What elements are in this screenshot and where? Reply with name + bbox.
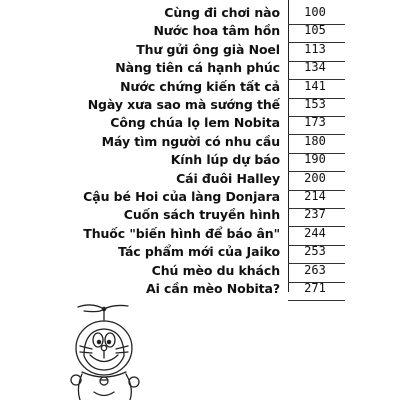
toc-entry-underline [288, 300, 345, 301]
toc-entry-page-number: 244 [304, 225, 326, 240]
toc-entry-title: Ngày xưa sao mà sướng thế [87, 97, 280, 112]
toc-entry-title: Kính lúp dự báo [170, 152, 280, 168]
toc-entry-title: Cậu bé Hoi của làng Donjara [83, 189, 280, 204]
toc-entry-title: Cùng đi chơi nào [164, 5, 280, 20]
toc-entry-page-number: 237 [304, 207, 326, 222]
toc-entry-page-number: 113 [304, 41, 326, 56]
toc-entry-page-number: 214 [304, 189, 326, 203]
toc-entry-title: Cái đuôi Halley [176, 170, 280, 186]
toc-entry-title: Cuốn sách truyền hình [123, 207, 280, 223]
toc-entry-title: Nước chứng kiến tất cả [120, 78, 280, 94]
toc-entry-title: Nước hoa tâm hồn [153, 23, 280, 39]
toc-entry-title: Chú mèo du khách [151, 262, 280, 278]
toc-entry-page-number: 134 [304, 60, 326, 75]
toc-entry-page-number: 153 [304, 97, 326, 111]
toc-entry-page-number: 190 [304, 152, 326, 167]
doraemon-takecopter-icon [70, 300, 152, 400]
toc-entry-title: Tác phẩm mới của Jaiko [118, 244, 280, 260]
toc-entry-page-number: 141 [304, 78, 326, 93]
toc-entry-page-number: 100 [304, 5, 326, 19]
toc-entry-title: Ai cần mèo Nobita? [146, 281, 280, 296]
toc-entry [0, 280, 400, 302]
toc-entry-page-number: 253 [304, 244, 326, 259]
toc-entry-page-number: 200 [304, 170, 326, 185]
toc-entry-title: Thuốc "biến hình để báo ân" [83, 225, 280, 241]
toc-entry-page-number: 271 [304, 281, 326, 295]
toc-entry-page-number: 105 [304, 23, 326, 38]
toc-entry-title: Thư gửi ông già Noel [136, 41, 280, 57]
toc-entry-page-number: 180 [304, 133, 326, 148]
toc-entry-title: Nàng tiên cá hạnh phúc [115, 60, 280, 76]
toc-entry-page-number: 263 [304, 262, 326, 277]
toc-entry-title: Công chúa lọ lem Nobita [110, 115, 280, 131]
toc-entry-page-number: 173 [304, 115, 326, 130]
toc-entry-title: Máy tìm người có nhu cầu [101, 133, 280, 149]
